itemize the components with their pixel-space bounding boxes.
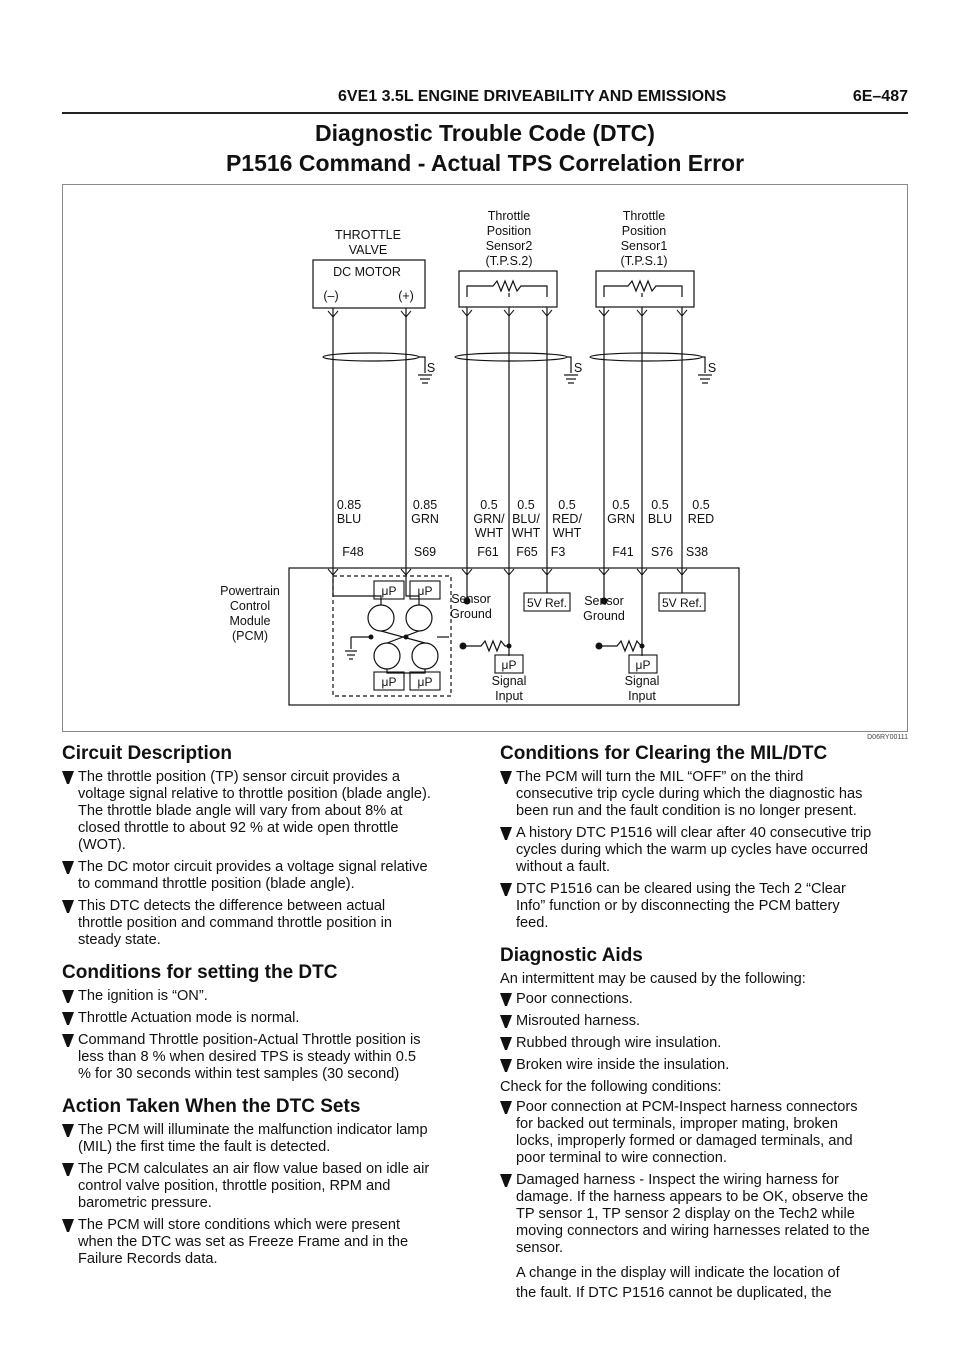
bullet-item [500, 991, 900, 1008]
circuit-description-section [62, 742, 462, 949]
wire-f65-pin: F65 [516, 545, 538, 559]
bullet-triangle-icon [62, 771, 74, 784]
throttle-valve-label-1: THROTTLE [335, 228, 401, 242]
bullet-item [62, 988, 462, 1005]
bullet-line: Damaged harness - Inspect the wiring harness for [516, 1172, 839, 1188]
bullet-line: DTC P1516 can be cleared using the Tech 2 “Clear [516, 881, 846, 897]
wire-f3-pin: F3 [550, 545, 566, 559]
bullet-triangle-icon [62, 1163, 74, 1176]
circuit-description-heading: Circuit Description [62, 743, 232, 764]
left-column [62, 742, 462, 1280]
bullet-line: The ignition is “ON”. [78, 988, 208, 1004]
bullet-item [62, 1010, 462, 1027]
wire-f61-color: GRN/ [473, 512, 505, 526]
throttle-valve-label-2: VALVE [348, 243, 388, 257]
aids-note [500, 1263, 900, 1303]
sensor-ground-1-label-2: Ground [583, 609, 625, 623]
wiring-diagram [62, 184, 908, 732]
bullet-line: (WOT). [78, 837, 126, 853]
action-taken-section [62, 1095, 462, 1268]
bullet-line: Misrouted harness. [516, 1013, 641, 1029]
tps1-label-3: Sensor1 [620, 239, 668, 253]
wire-s38-size: 0.5 [692, 498, 710, 512]
bullet-line: The PCM will turn the MIL “OFF” on the third [516, 769, 804, 785]
clearing-heading: Conditions for Clearing the MIL/DTC [500, 743, 828, 764]
bullet-triangle-icon [62, 1012, 74, 1025]
bullet-line: consecutive trip cycle during which the diagnostic has [516, 786, 863, 802]
pcm-label-3: Module [229, 614, 271, 628]
bullet-line: The throttle blade angle will vary from about 8% at [78, 803, 403, 819]
bullet-line: This DTC detects the difference between actual [78, 898, 386, 914]
dc-motor-plus: (+) [398, 289, 414, 303]
wire-f65-color: BLU/ [512, 512, 540, 526]
bullet-line: steady state. [78, 932, 161, 948]
bullet-line: sensor. [516, 1240, 564, 1256]
bullet-triangle-icon [500, 1015, 512, 1028]
bullet-line: barometric pressure. [78, 1195, 212, 1211]
bullet-triangle-icon [500, 993, 512, 1006]
conditions-setting-heading: Conditions for setting the DTC [62, 962, 338, 983]
bullet-line: Broken wire inside the insulation. [516, 1057, 730, 1073]
bullet-list [62, 769, 462, 949]
shield-drain-2 [567, 357, 571, 373]
bullet-triangle-icon [500, 1059, 512, 1072]
shield-1 [323, 353, 419, 361]
diagnostic-aids-heading: Diagnostic Aids [500, 945, 643, 966]
tps2-label-4: (T.P.S.2) [485, 254, 533, 268]
bullet-line: cycles during which the warm up cycles have occurred [516, 842, 869, 858]
micro-box-3: μP [381, 675, 397, 689]
wire-f41-size: 0.5 [612, 498, 630, 512]
aids-note-line-1: A change in the display will indicate the location of [516, 1265, 840, 1281]
wire-s38-pin: S38 [685, 545, 709, 559]
bullet-line: Poor connections. [516, 991, 633, 1007]
bullet-line: without a fault. [516, 859, 611, 875]
bullet-item [500, 1057, 900, 1074]
bullet-list [500, 1099, 900, 1257]
bullet-triangle-icon [500, 1101, 512, 1114]
transistor-2 [406, 605, 432, 631]
aids-note-line-2: the fault. If DTC P1516 cannot be duplicated, the [516, 1285, 832, 1301]
wire-f3-color: RED/ [552, 512, 582, 526]
bullet-line: The PCM will illuminate the malfunction indicator lamp [78, 1122, 428, 1138]
wire-s38-color: RED [687, 512, 715, 526]
bullet-item [500, 825, 900, 876]
bullet-line: The DC motor circuit provides a voltage signal relative [78, 859, 428, 875]
header-title: 6VE1 3.5L ENGINE DRIVEABILITY AND EMISSIONS [338, 88, 727, 105]
bullet-triangle-icon [62, 861, 74, 874]
wire-s69-size: 0.85 [412, 498, 438, 512]
wire-f3-color2: WHT [552, 526, 582, 540]
wire-s69-color: GRN [411, 512, 439, 526]
bullet-item [500, 1099, 900, 1167]
sensor-ground-1-label-1: Sensor [584, 594, 624, 608]
bullet-line: to command throttle position (blade angle). [78, 876, 355, 892]
clearing-section [500, 742, 900, 932]
shield-drain-1 [419, 357, 425, 373]
bullet-item [62, 1122, 462, 1156]
tps1-label-1: Throttle [622, 209, 666, 223]
header-rule [62, 112, 908, 114]
bullet-triangle-icon [62, 1034, 74, 1047]
bullet-triangle-icon [62, 990, 74, 1003]
bullet-line: voltage signal relative to throttle position (blade angle). [78, 786, 431, 802]
shield-label-3: S [707, 361, 717, 375]
wiring-diagram-svg [63, 185, 909, 733]
bullet-list [500, 991, 900, 1074]
bullet-item [500, 1013, 900, 1030]
micro-box-signal-2: μP [501, 658, 517, 672]
bullet-line: for backed out terminals, improper mating, broken [516, 1116, 839, 1132]
bullet-triangle-icon [62, 900, 74, 913]
tps2-resistor [467, 281, 547, 297]
micro-box-signal-1: μP [635, 658, 651, 672]
bullet-item [62, 898, 462, 949]
micro-box-1: μP [381, 584, 397, 598]
wire-f65-size: 0.5 [517, 498, 535, 512]
bullet-line: Poor connection at PCM-Inspect harness connectors [516, 1099, 858, 1115]
bullet-line: Info” function or by disconnecting the PCM battery [516, 898, 840, 914]
bullet-list [62, 988, 462, 1083]
conditions-setting-section [62, 961, 462, 1083]
shield-label-2: S [573, 361, 583, 375]
tps2-label-3: Sensor2 [485, 239, 533, 253]
wire-f48-color: BLU [336, 512, 362, 526]
shield-drain-3 [702, 357, 705, 373]
page-number: 6E–487 [852, 88, 908, 105]
transistor-1 [368, 605, 394, 631]
bullet-line: A history DTC P1516 will clear after 40 consecutive trip [516, 825, 872, 841]
bullet-triangle-icon [500, 1037, 512, 1050]
wire-s76-pin: S76 [650, 545, 674, 559]
bullet-line: been run and the fault condition is no longer present. [516, 803, 857, 819]
bullet-line: The PCM will store conditions which were present [78, 1217, 401, 1233]
bullet-line: moving connectors and wiring harnesses related to the [516, 1223, 870, 1239]
micro-box-4: μP [417, 675, 433, 689]
bullet-line: less than 8 % when desired TPS is steady within 0.5 [78, 1049, 417, 1065]
transistor-3 [374, 643, 400, 669]
title-line-1: Diagnostic Trouble Code (DTC) [315, 120, 655, 146]
wire-f65-color2: WHT [511, 526, 541, 540]
signal-input-1-label-1: Signal [624, 674, 660, 688]
diagnostic-aids-section [500, 944, 900, 1303]
wire-f41-color: GRN [607, 512, 635, 526]
shield-2 [455, 353, 567, 361]
wire-f61-pin: F61 [477, 545, 499, 559]
bullet-line: Command Throttle position-Actual Throttle position is [78, 1032, 421, 1048]
wire-s69-pin: S69 [413, 545, 437, 559]
bullet-line: when the DTC was set as Freeze Frame and in the [78, 1234, 409, 1250]
diagram-code: D06RY00111 [867, 734, 908, 741]
dc-motor-label: DC MOTOR [333, 265, 401, 279]
bullet-triangle-icon [62, 1219, 74, 1232]
bullet-triangle-icon [500, 1174, 512, 1187]
transistor-4 [412, 643, 438, 669]
ref-box-1: 5V Ref. [661, 596, 703, 610]
bullet-triangle-icon [62, 1124, 74, 1137]
signal-input-2-label-1: Signal [491, 674, 527, 688]
bullet-list [62, 1122, 462, 1268]
bullet-triangle-icon [500, 883, 512, 896]
bullet-line: poor terminal to wire connection. [516, 1150, 727, 1166]
bullet-line: Throttle Actuation mode is normal. [78, 1010, 300, 1026]
bullet-line: closed throttle to about 92 % at wide open throttle [78, 820, 399, 836]
tps2-label-1: Throttle [487, 209, 531, 223]
wire-f3-size: 0.5 [558, 498, 576, 512]
bullet-item [500, 1172, 900, 1257]
bullet-item [500, 769, 900, 820]
ref-box-2: 5V Ref. [526, 596, 568, 610]
wire-f41-pin: F41 [612, 545, 634, 559]
action-taken-heading: Action Taken When the DTC Sets [62, 1096, 361, 1117]
bullet-item [62, 1161, 462, 1212]
bullet-triangle-icon [500, 771, 512, 784]
pcm-label-4: (PCM) [231, 629, 269, 643]
bullet-line: damage. If the harness appears to be OK, observe the [516, 1189, 869, 1205]
bullet-line: (MIL) the first time the fault is detected. [78, 1139, 331, 1155]
bullet-list [500, 769, 900, 932]
dc-motor-minus: (–) [323, 289, 339, 303]
wire-f61-color2: WHT [474, 526, 504, 540]
bullet-triangle-icon [500, 827, 512, 840]
tps1-label-4: (T.P.S.1) [620, 254, 668, 268]
bullet-line: % for 30 seconds within test samples (30 second) [78, 1066, 400, 1082]
wire-f48-pin: F48 [342, 545, 364, 559]
document-title [62, 118, 908, 178]
wire-s76-size: 0.5 [651, 498, 669, 512]
bullet-line: TP sensor 1, TP sensor 2 display on the Tech2 while [516, 1206, 855, 1222]
bullet-line: The throttle position (TP) sensor circuit provides a [78, 769, 401, 785]
shield-label-1: S [426, 361, 436, 375]
title-line-2: P1516 Command - Actual TPS Correlation Error [225, 150, 745, 176]
shield-3 [590, 353, 702, 361]
bullet-item [62, 1217, 462, 1268]
wire-s76-color: BLU [647, 512, 673, 526]
micro-box-2: μP [417, 584, 433, 598]
aids-intro: An intermittent may be caused by the following: [500, 971, 806, 987]
bullet-item [500, 1035, 900, 1052]
wire-f61-size: 0.5 [480, 498, 498, 512]
pcm-label-1: Powertrain [220, 584, 280, 598]
signal-input-1-label-2: Input [628, 689, 656, 703]
signal-input-2-label-2: Input [495, 689, 523, 703]
bullet-item [500, 881, 900, 932]
bullet-item [62, 859, 462, 893]
wire-f48-size: 0.85 [336, 498, 362, 512]
bullet-line: Failure Records data. [78, 1251, 218, 1267]
bullet-line: feed. [516, 915, 549, 931]
sensor-ground-2-label-1: Sensor [451, 592, 491, 606]
bullet-line: The PCM calculates an air flow value based on idle air [78, 1161, 430, 1177]
tps2-label-2: Position [486, 224, 532, 238]
tps1-label-2: Position [621, 224, 667, 238]
bullet-line: control valve position, throttle position, RPM and [78, 1178, 391, 1194]
check-intro: Check for the following conditions: [500, 1079, 722, 1095]
bullet-line: Rubbed through wire insulation. [516, 1035, 722, 1051]
tps1-resistor [604, 281, 682, 297]
bullet-item [62, 769, 462, 854]
right-column [500, 742, 900, 1315]
sensor-ground-2-label-2: Ground [450, 607, 492, 621]
bullet-line: throttle position and command throttle position in [78, 915, 392, 931]
bullet-line: locks, improperly formed or damaged terminals, and [516, 1133, 853, 1149]
pcm-label-2: Control [229, 599, 271, 613]
bullet-item [62, 1032, 462, 1083]
